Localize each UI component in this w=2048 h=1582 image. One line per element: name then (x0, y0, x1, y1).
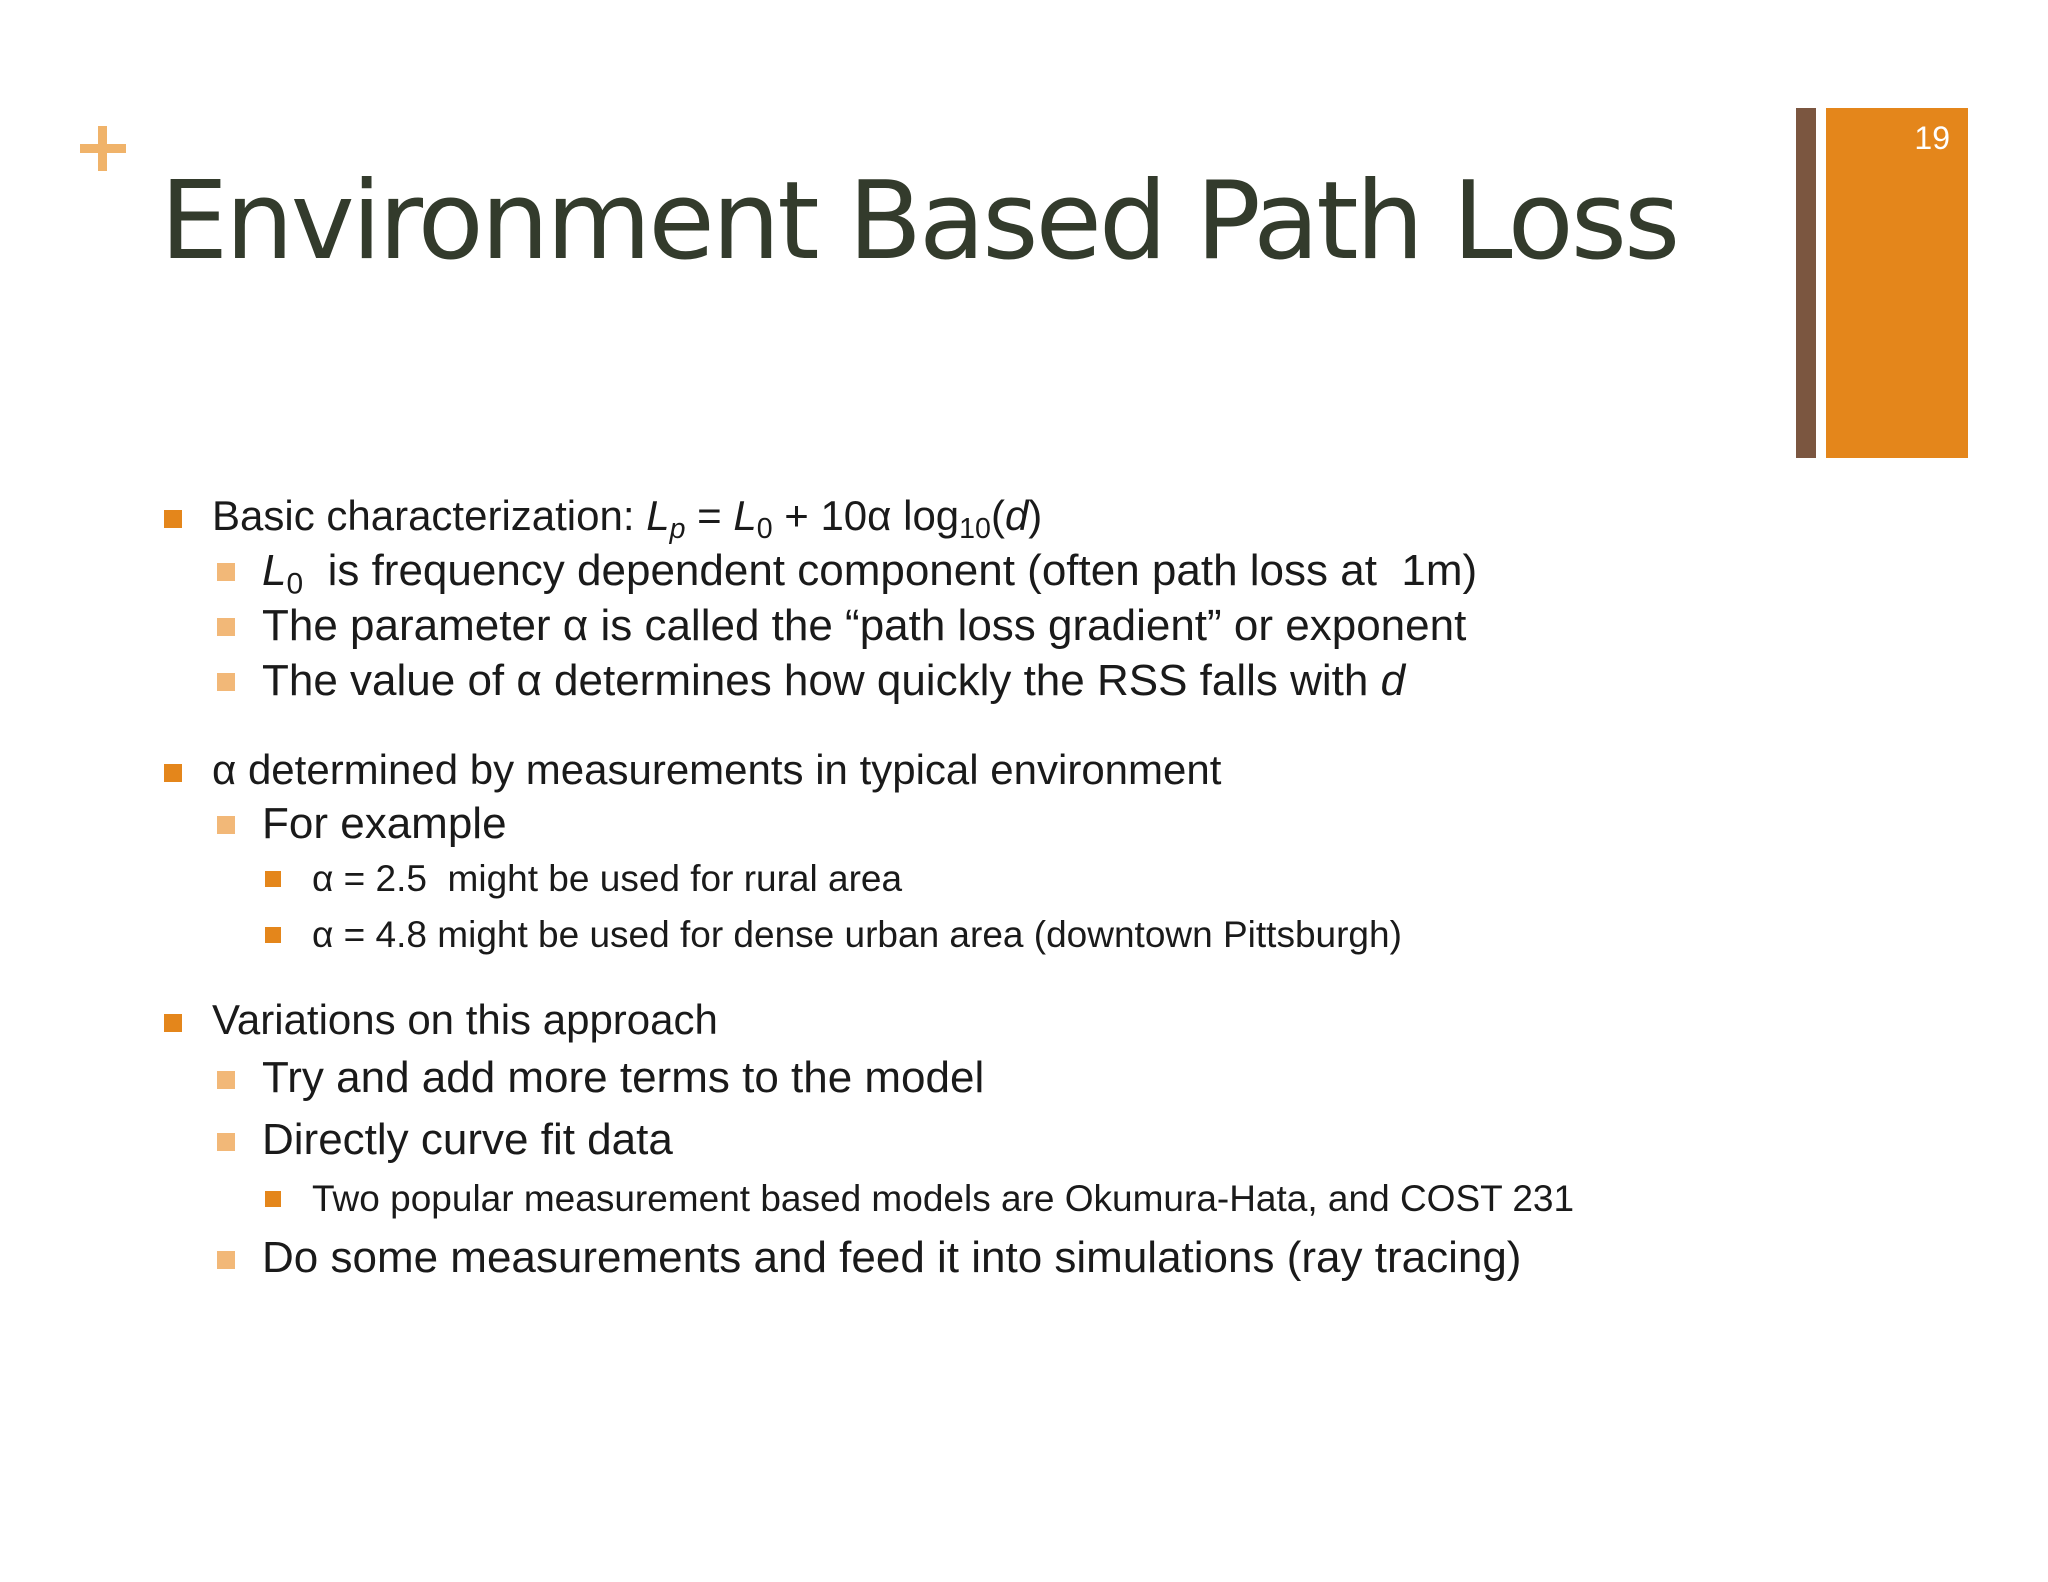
page-title: Environment Based Path Loss (160, 159, 1678, 284)
square-bullet-icon (217, 618, 235, 636)
bullet-urban-example: α = 4.8 might be used for dense urban area (downtown Pittsburgh) (162, 907, 1722, 963)
bullet-curve-fit: Directly curve fit data (162, 1109, 1722, 1171)
bullet-text: Basic characterization: (212, 492, 647, 539)
bullet-more-terms: Try and add more terms to the model (162, 1047, 1722, 1109)
square-bullet-icon (164, 764, 182, 782)
bullet-alpha-parameter: The parameter α is called the “path loss gradient” or exponent (162, 598, 1722, 653)
square-bullet-icon (217, 1133, 235, 1151)
accent-bar-orange (1826, 108, 1968, 458)
accent-bar-brown (1796, 108, 1816, 458)
bullet-variations: Variations on this approach (162, 994, 1722, 1047)
bullet-alpha-value: The value of α determines how quickly the RSS falls with d (162, 653, 1722, 708)
slide-number: 19 (1914, 120, 1950, 156)
square-bullet-icon (217, 563, 235, 581)
plus-icon (80, 124, 130, 174)
square-bullet-icon (164, 1014, 182, 1032)
bullet-simulations: Do some measurements and feed it into simulations (ray tracing) (162, 1227, 1722, 1289)
square-bullet-icon (217, 1071, 235, 1089)
bullet-popular-models: Two popular measurement based models are Okumura-Hata, and COST 231 (162, 1171, 1722, 1227)
square-bullet-icon (217, 1251, 235, 1269)
bullet-rural-example: α = 2.5 might be used for rural area (162, 851, 1722, 907)
bullet-for-example: For example (162, 796, 1722, 851)
equation-lp: $L_p$ (646, 492, 686, 545)
square-bullet-icon (217, 673, 235, 691)
bullet-alpha-determined: α determined by measurements in typical environment (162, 744, 1722, 797)
square-bullet-icon (265, 927, 281, 943)
bullet-basic-characterization: Basic characterization: $L_p = L_0 + 10\alpha$ $\log_{10}(d)$ (162, 490, 1722, 543)
square-bullet-icon (265, 871, 281, 887)
square-bullet-icon (265, 1191, 281, 1207)
square-bullet-icon (164, 510, 182, 528)
equation-l0: L (733, 492, 757, 539)
square-bullet-icon (217, 816, 235, 834)
bullet-l0-definition: $L_0$ is frequency dependent component (often path loss at 1m) (162, 543, 1722, 598)
slide-body (162, 490, 1722, 1289)
